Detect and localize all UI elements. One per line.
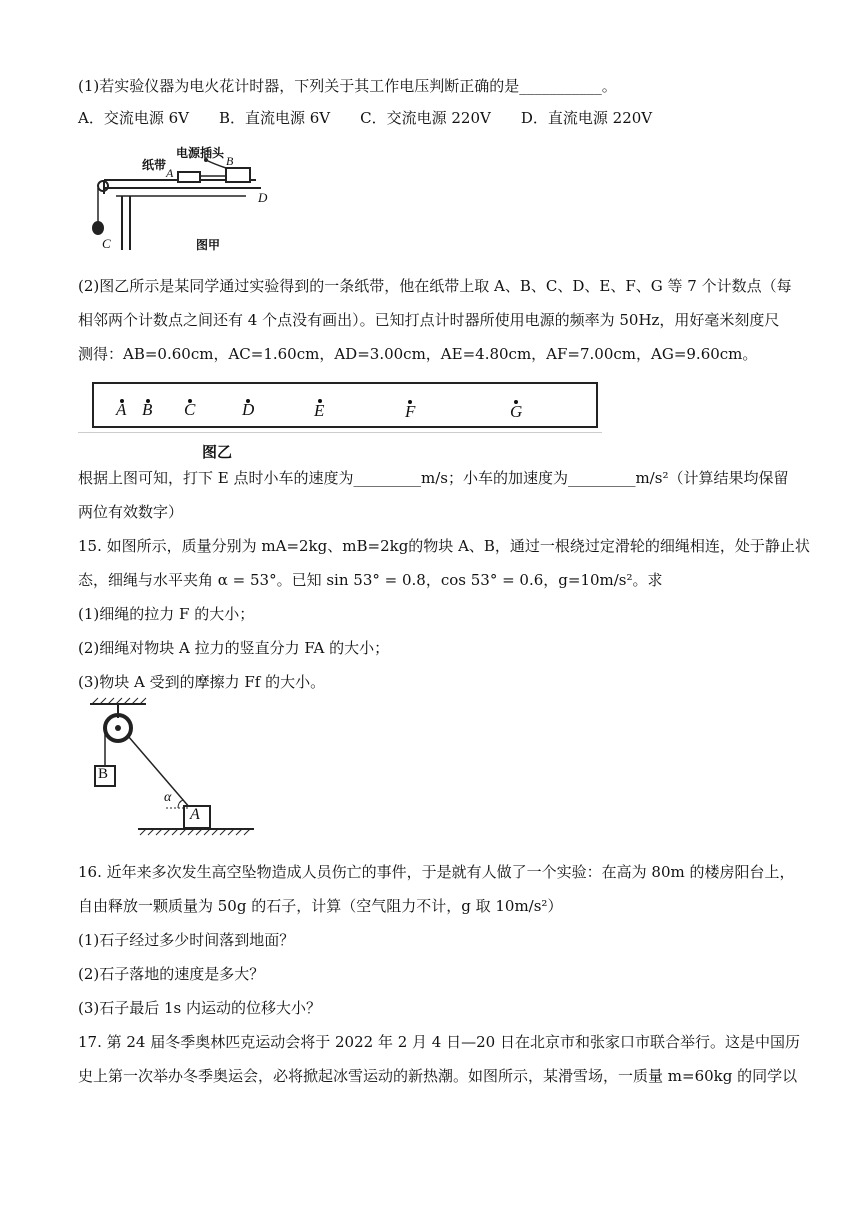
angle-alpha-label: α	[164, 790, 172, 805]
tape-label-e: E	[314, 401, 325, 420]
q14-part2-answer-line1: 根据上图可知，打下 E 点时小车的速度为_________m/s；小车的加速度为_________m/s²（计算结果均保留	[78, 469, 789, 487]
label-tape: 纸带	[142, 158, 167, 172]
q16-part3: (3)石子最后 1s 内运动的位移大小？	[78, 999, 322, 1017]
block-a-label: A	[190, 806, 200, 823]
block-b-label: B	[98, 766, 109, 782]
figure-jia	[86, 142, 276, 258]
pulley-drawing	[84, 696, 264, 838]
q14-part1-question: (1)若实验仪器为电火花计时器，下列关于其工作电压判断正确的是___________。	[78, 77, 617, 95]
q17-stem-line1: 17. 第 24 届冬季奥林匹克运动会将于 2022 年 2 月 4 日—20 日在北京市和张家口市联合举行。这是中国历	[78, 1033, 800, 1051]
q14-part1-options: A．交流电源 6V B．直流电源 6V C．交流电源 220V D．直流电源 220V	[78, 109, 653, 127]
q15-part3: (3)物块 A 受到的摩擦力 Ff 的大小。	[78, 673, 326, 691]
tape-label-c: C	[184, 400, 196, 419]
figure-yi-paper-tape	[78, 380, 602, 434]
tape-label-a: A	[116, 400, 127, 419]
tape-label-g: G	[510, 402, 523, 421]
q14-part2-line2: 相邻两个计数点之间还有 4 个点没有画出）。已知打点计时器所使用电源的频率为 50Hz，用好毫米刻度尺	[78, 311, 780, 329]
label-point-c: C	[102, 236, 111, 251]
tape-label-f: F	[405, 402, 416, 421]
figure-yi-caption: 图乙	[202, 443, 233, 461]
figure-jia-caption: 图甲	[196, 238, 221, 252]
q17-stem-line2: 史上第一次举办冬季奥运会，必将掀起冰雪运动的新热潮。如图所示，某滑雪场，一质量 m=60kg 的同学以	[78, 1067, 798, 1085]
q16-stem-line2: 自由释放一颗质量为 50g 的石子，计算（空气阻力不计，g 取 10m/s²）	[78, 897, 563, 915]
q15-stem-line1: 15. 如图所示，质量分别为 mA=2kg、mB=2kg的物块 A、B，通过一根绕过定滑轮的细绳相连，处于静止状	[78, 537, 810, 555]
label-point-d: D	[258, 190, 268, 205]
tape-label-b: B	[142, 400, 153, 419]
q16-part1: (1)石子经过多少时间落到地面？	[78, 931, 295, 949]
q14-part2-answer-line2: 两位有效数字）	[78, 503, 184, 521]
figure-q15-pulley	[84, 696, 264, 838]
q15-part1: (1)细绳的拉力 F 的大小；	[78, 605, 255, 623]
tape-baseline	[78, 432, 602, 433]
tape-label-d: D	[242, 400, 255, 419]
q14-part2-line1: (2)图乙所示是某同学通过实验得到的一条纸带，他在纸带上取 A、B、C、D、E、F、G 等 7 个计数点（每	[78, 277, 792, 295]
q16-part2: (2)石子落地的速度是多大？	[78, 965, 265, 983]
label-point-b: B	[226, 154, 234, 168]
label-point-a: A	[166, 166, 174, 180]
q16-stem-line1: 16. 近年来多次发生高空坠物造成人员伤亡的事件，于是就有人做了一个实验：在高为 80m 的楼房阳台上，	[78, 863, 795, 881]
q15-stem-line2: 态，细绳与水平夹角 α = 53°。已知 sin 53° = 0.8，cos 53° = 0.6，g=10m/s²。求	[78, 571, 663, 589]
q15-part2: (2)细绳对物块 A 拉力的竖直分力 FA 的大小；	[78, 639, 390, 657]
label-power-plug: 电源插头	[176, 146, 225, 160]
q14-part2-line3: 测得：AB=0.60cm，AC=1.60cm，AD=3.00cm，AE=4.80cm，AF=7.00cm，AG=9.60cm。	[78, 345, 758, 363]
